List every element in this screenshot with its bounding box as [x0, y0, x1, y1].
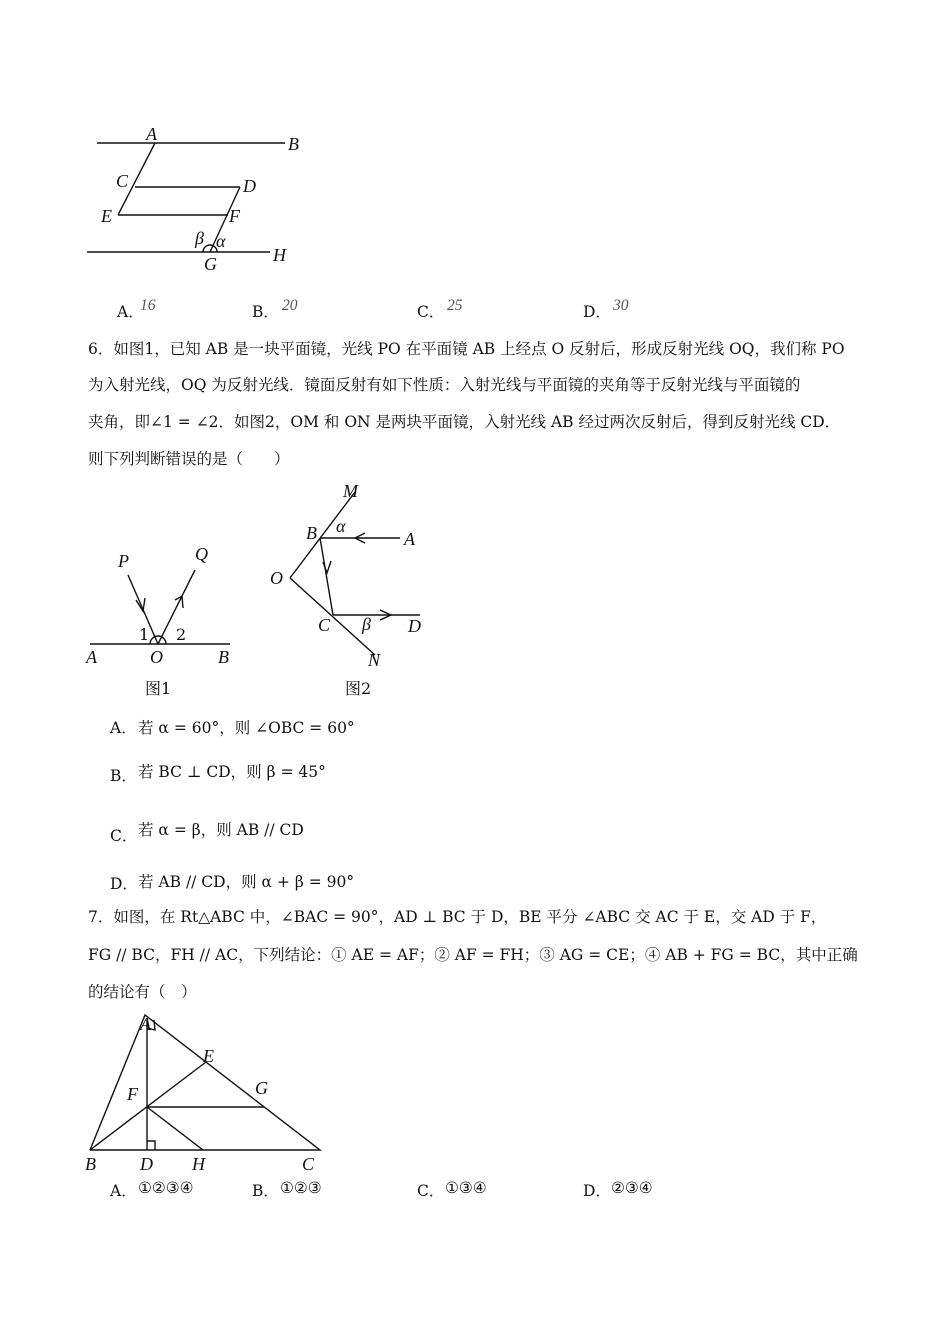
- question-text: 夹角，即∠1 = ∠2．如图2，OM 和 ON 是两块平面镜，入射光线 AB 经过两次反射后，得到反射光线 CD．: [88, 413, 841, 431]
- question-text: 6．如图1，已知 AB 是一块平面镜，光线 PO 在平面镜 AB 上经点 O 反射后，形成反射光线 OQ，我们称 PO: [88, 340, 845, 358]
- q7-figure: [85, 1014, 320, 1174]
- option-b: 若 BC ⊥ CD，则 β = 45°: [138, 763, 326, 781]
- label: E: [101, 206, 112, 226]
- label: H: [192, 1154, 205, 1174]
- figure-caption: 图2: [345, 679, 372, 698]
- label: Q: [195, 544, 208, 564]
- option-letter: D．: [583, 1182, 611, 1200]
- label: B: [218, 647, 229, 667]
- label: B: [85, 1154, 96, 1174]
- option-letter: C．: [110, 827, 138, 845]
- option-a: ①②③④: [138, 1179, 194, 1197]
- label: D: [140, 1154, 153, 1174]
- option-letter: B．: [252, 303, 279, 321]
- option-a: 16: [140, 297, 156, 314]
- label: H: [273, 245, 286, 265]
- option-letter: D．: [110, 875, 138, 893]
- option-b: ①②③: [280, 1179, 322, 1197]
- label: C: [116, 171, 129, 191]
- label: G: [204, 254, 217, 274]
- label: A: [86, 647, 97, 667]
- label: G: [255, 1078, 268, 1098]
- label: B: [288, 134, 299, 154]
- option-d: ②③④: [611, 1179, 653, 1197]
- label: D: [408, 616, 421, 636]
- question-text: 则下列判断错误的是（ ）: [88, 450, 290, 468]
- option-c: ①③④: [445, 1179, 487, 1197]
- label: α: [216, 231, 226, 251]
- label: M: [343, 481, 358, 501]
- label: N: [368, 650, 381, 670]
- option-c: 25: [447, 297, 463, 314]
- q6-figure-2: [270, 481, 421, 698]
- label: E: [203, 1046, 214, 1066]
- label: F: [127, 1084, 138, 1104]
- label: A: [140, 1014, 151, 1034]
- question-text: 7．如图，在 Rt△ABC 中，∠BAC = 90°，AD ⊥ BC 于 D，BE 平分 ∠ABC 交 AC 于 E，交 AD 于 F，: [88, 908, 827, 926]
- option-letter: C．: [417, 303, 445, 321]
- label: α: [336, 516, 346, 536]
- label: O: [270, 568, 283, 588]
- option-letter: B．: [252, 1182, 279, 1200]
- option-letter: C．: [417, 1182, 445, 1200]
- label: β: [195, 228, 204, 248]
- label: P: [118, 551, 129, 571]
- option-letter: D．: [583, 303, 611, 321]
- question-text: FG // BC，FH // AC，下列结论：① AE = AF；② AF = FH；③ AG = CE；④ AB + FG = BC，其中正确: [88, 946, 858, 964]
- option-b: 20: [282, 297, 298, 314]
- label: C: [302, 1154, 315, 1174]
- option-d: 若 AB // CD，则 α + β = 90°: [138, 873, 355, 891]
- label: C: [318, 615, 331, 635]
- option-letter: A．: [110, 1182, 137, 1200]
- option-d: 30: [613, 297, 629, 314]
- label: A: [404, 529, 415, 549]
- question-text: 为入射光线，OQ 为反射光线．镜面反射有如下性质：入射光线与平面镜的夹角等于反射光线与平面镜的: [88, 376, 801, 394]
- option-letter: B．: [110, 767, 137, 785]
- label: F: [229, 206, 240, 226]
- option-letter: A．: [110, 719, 137, 737]
- question-text: 的结论有（ ）: [88, 983, 197, 1001]
- label: β: [362, 614, 371, 634]
- option-a: 若 α = 60°，则 ∠OBC = 60°: [138, 719, 355, 737]
- label: 1: [139, 625, 150, 644]
- label: B: [306, 523, 317, 543]
- label: A: [146, 124, 157, 144]
- option-c: 若 α = β，则 AB // CD: [138, 821, 304, 839]
- label: O: [150, 647, 163, 667]
- figure-caption: 图1: [145, 679, 172, 698]
- label: D: [243, 176, 256, 196]
- q6-figure-1: [85, 544, 230, 698]
- option-letter: A．: [117, 303, 144, 321]
- label: 2: [176, 625, 187, 644]
- q5-figure: [87, 124, 299, 274]
